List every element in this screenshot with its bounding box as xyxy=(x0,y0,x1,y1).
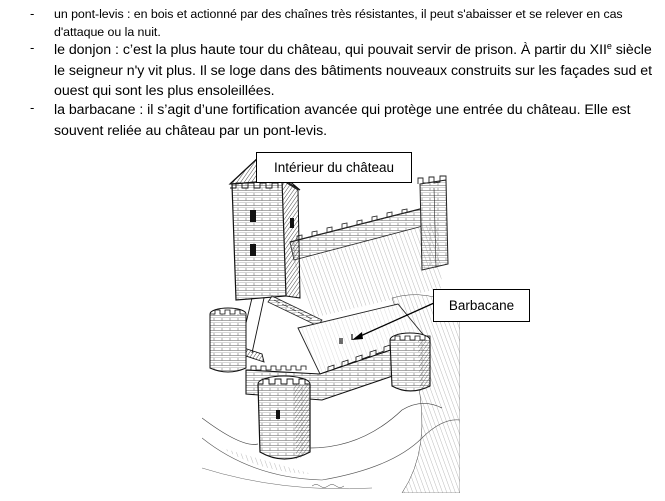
callout-interior-label: Intérieur du château xyxy=(256,152,412,183)
bullet-text-before: le donjon : c’est la plus haute tour du château, qui pouvait servir de prison. À partir du XII xyxy=(54,42,607,58)
bullet-text-after: siècle le seigneur n'y vit plus. Il se loge dans des bâtiments nouveaux construits sur les façades sud et ouest qui sont les plus ensoleillées. xyxy=(54,42,652,99)
bullet-pont-levis xyxy=(54,6,659,41)
bullet-marker: - xyxy=(30,100,35,115)
bullet-marker: - xyxy=(30,40,35,55)
castle-illustration xyxy=(202,148,460,493)
bullet-superscript: e xyxy=(606,41,612,51)
bullet-text: la barbacane : il s’agit d’une fortification avancée qui protège une entrée du château. Elle est souvent reliée au château par un pont-levis. xyxy=(54,102,631,139)
bullet-barbacane xyxy=(54,100,659,141)
bullet-donjon xyxy=(54,40,659,102)
bullet-marker: - xyxy=(30,6,35,21)
callout-barbacane-label: Barbacane xyxy=(433,289,530,322)
bullet-text: un pont-levis : en bois et actionné par des chaînes très résistantes, il peut s'abaisser et se relever en cas d'attaque ou la nuit. xyxy=(54,7,623,39)
